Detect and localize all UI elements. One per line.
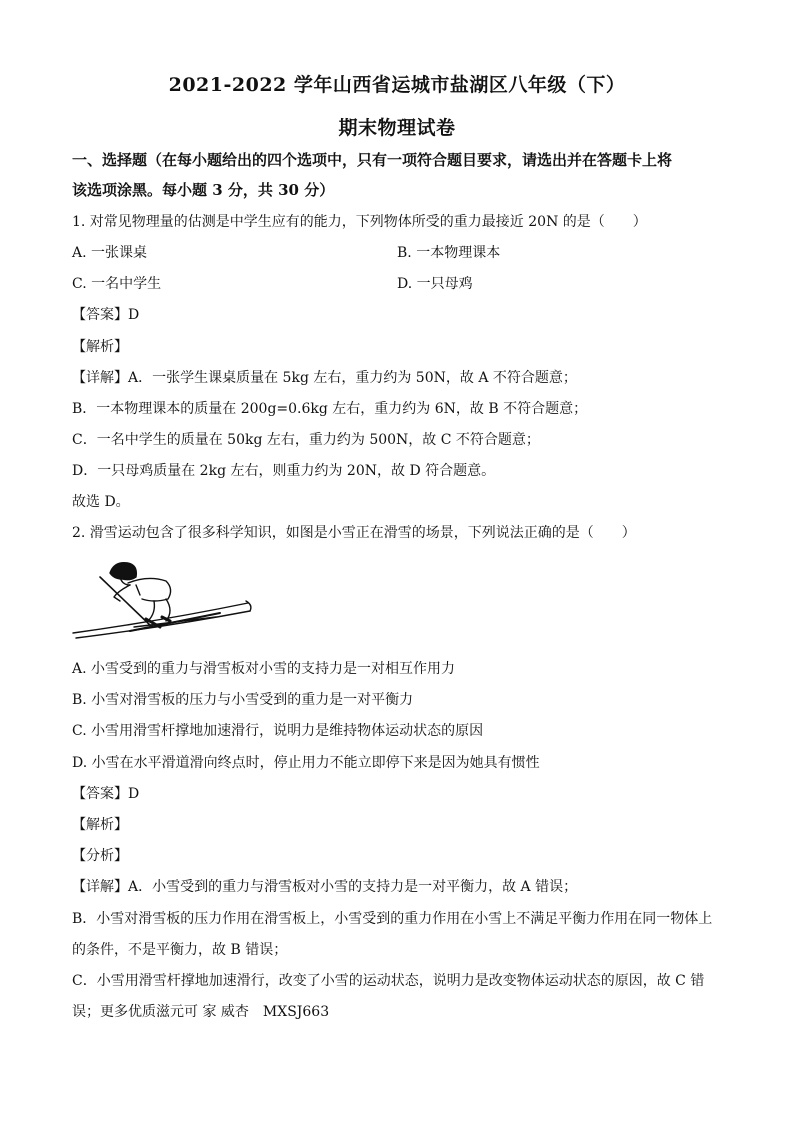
- question-1-option-d: D. 一只母鸡: [397, 276, 473, 292]
- question-2-analysis-label: 【解析】: [72, 817, 128, 833]
- question-2-option-a: A. 小雪受到的重力与滑雪板对小雪的支持力是一对相互作用力: [72, 661, 456, 677]
- question-2-fenxi-label: 【分析】: [72, 848, 128, 864]
- question-1-answer: 【答案】D: [72, 307, 140, 323]
- question-1-detail-b: B．一本物理课本的质量在 200g=0.6kg 左右，重力约为 6N，故 B 不符合题意；: [72, 401, 588, 417]
- question-1-option-b: B. 一本物理课本: [397, 245, 501, 261]
- question-2-stem: 2. 滑雪运动包含了很多科学知识，如图是小雪正在滑雪的场景，下列说法正确的是（ ）: [72, 525, 636, 541]
- question-1-detail-d: D．一只母鸡质量在 2kg 左右，则重力约为 20N，故 D 符合题意。: [72, 463, 496, 479]
- question-2-detail-b2: 的条件，不是平衡力，故 B 错误；: [72, 942, 288, 958]
- question-2-option-d: D. 小雪在水平滑道滑向终点时，停止用力不能立即停下来是因为她具有惯性: [72, 755, 540, 771]
- question-1-stem: 1. 对常见物理量的估测是中学生应有的能力，下列物体所受的重力最接近 20N 的是（ ）: [72, 214, 647, 230]
- question-1-option-c: C. 一名中学生: [72, 276, 162, 292]
- skier-illustration: [70, 555, 255, 640]
- question-1-conclusion: 故选 D。: [72, 494, 130, 510]
- question-2-detail-b1: B．小雪对滑雪板的压力作用在滑雪板上，小雪受到的重力作用在小雪上不满足平衡力作用在同一物体上: [72, 911, 713, 927]
- document-title-line1: 2021-2022 学年山西省运城市盐湖区八年级（下）: [168, 74, 626, 96]
- question-1-detail-a: 【详解】A．一张学生课桌质量在 5kg 左右，重力约为 50N，故 A 不符合题意；: [72, 370, 577, 386]
- question-1-option-a: A. 一张课桌: [72, 245, 148, 261]
- question-2-detail-c1: C．小雪用滑雪杆撑地加速滑行，改变了小雪的运动状态，说明力是改变物体运动状态的原因，故 C 错: [72, 973, 705, 989]
- question-1-detail-c: C．一名中学生的质量在 50kg 左右，重力约为 500N，故 C 不符合题意；: [72, 432, 540, 448]
- question-2-option-b: B. 小雪对滑雪板的压力与小雪受到的重力是一对平衡力: [72, 692, 414, 708]
- question-2-answer: 【答案】D: [72, 786, 140, 802]
- document-title-line2: 期末物理试卷: [338, 117, 456, 139]
- question-2-detail-c2: 误；更多优质滋元可 家 威杏 MXSJ663: [72, 1004, 330, 1020]
- section-heading-line2: 该选项涂黑。每小题 3 分，共 30 分）: [72, 181, 335, 199]
- question-1-analysis-label: 【解析】: [72, 339, 128, 355]
- section-heading-line1: 一、选择题（在每小题给出的四个选项中，只有一项符合题目要求，请选出并在答题卡上将: [72, 151, 673, 169]
- question-2-detail-a: 【详解】A．小雪受到的重力与滑雪板对小雪的支持力是一对平衡力，故 A 错误；: [72, 879, 578, 895]
- question-2-option-c: C. 小雪用滑雪杆撑地加速滑行，说明力是维持物体运动状态的原因: [72, 723, 484, 739]
